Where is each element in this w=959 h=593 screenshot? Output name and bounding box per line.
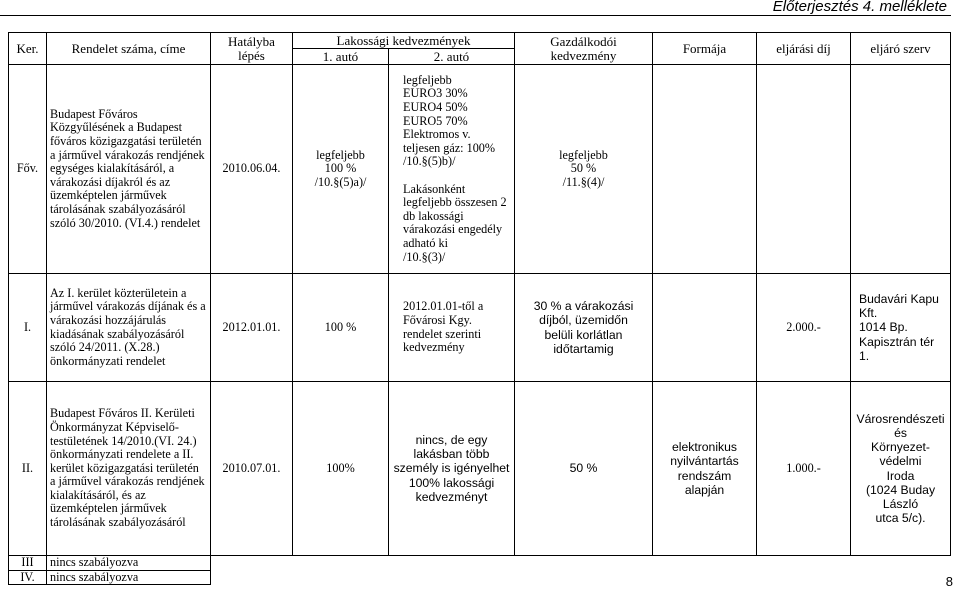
cell-ker: IV.: [9, 570, 47, 585]
cell-ker: I.: [9, 274, 47, 382]
cell-rendelet: Budapest Főváros Közgyűlésének a Budapest főváros közigazgatási területén a járművel várakozás rendjének egységes kialakításáról, a várakozási díjakról és az üzemképtelen járművek tárolásának szabályozásáról szóló 30/2010. (VI.4.) rendelet: [47, 65, 211, 274]
cell-auto2: legfeljebb EURO3 30% EURO4 50% EURO5 70% Elektromos v. teljesen gáz: 100% /10.§(5)b)/ Lakásonként legfeljebb összesen 2 db lakossági várakozási engedély adható ki /10.§(3)/: [389, 65, 515, 274]
table-row: [9, 382, 951, 556]
discount-table: [8, 32, 951, 585]
cell-auto2: 2012.01.01-től a Fővárosi Kgy. rendelet szerinti kedvezmény: [389, 274, 515, 382]
header-auto1: 1. autó: [293, 49, 389, 65]
cell-eljaro-szerv: Városrendészeti és Környezet-védelmi Iroda (1024 Buday László utca 5/c).: [851, 382, 951, 556]
header-rule: [0, 15, 951, 16]
table-row: [9, 570, 951, 585]
empty-area: [211, 556, 951, 571]
cell-auto2: nincs, de egy lakásban több személy is igényelhet 100% lakossági kedvezményt: [389, 382, 515, 556]
cell-hatalyba: 2010.07.01.: [211, 382, 293, 556]
cell-hatalyba: 2012.01.01.: [211, 274, 293, 382]
header-hatalyba: Hatályba lépés: [211, 33, 293, 65]
cell-hatalyba: 2010.06.04.: [211, 65, 293, 274]
cell-auto1: legfeljebb 100 % /10.§(5)a)/: [293, 65, 389, 274]
table-row: [9, 274, 951, 382]
cell-auto1: 100 %: [293, 274, 389, 382]
header-ker: Ker.: [9, 33, 47, 65]
cell-formaja: [653, 274, 757, 382]
empty-area: [211, 570, 951, 585]
cell-rendelet: Az I. kerület közterületein a járművel várakozás díjának és a várakozási hozzájárulás kiadásának szabályozásáról szóló 24/2011. (X.28.) önkormányzati rendelet: [47, 274, 211, 382]
table-row: [9, 65, 951, 274]
cell-gazdalkodoi: 50 %: [515, 382, 653, 556]
header-lakossagi: Lakossági kedvezmények: [293, 33, 515, 49]
cell-eljarasi-dij: 2.000.-: [757, 274, 851, 382]
cell-gazdalkodoi: legfeljebb 50 % /11.§(4)/: [515, 65, 653, 274]
cell-rendelet: nincs szabályozva: [47, 556, 211, 571]
cell-formaja: elektronikus nyilvántartás rendszám alapján: [653, 382, 757, 556]
cell-eljaro-szerv: Budavári Kapu Kft. 1014 Bp. Kapisztrán tér 1.: [851, 274, 951, 382]
page-number: 8: [945, 574, 953, 589]
cell-rendelet: nincs szabályozva: [47, 570, 211, 585]
cell-ker: Főv.: [9, 65, 47, 274]
cell-eljaro-szerv: [851, 65, 951, 274]
cell-ker: III: [9, 556, 47, 571]
header-auto2: 2. autó: [389, 49, 515, 65]
cell-auto1: 100%: [293, 382, 389, 556]
cell-rendelet: Budapest Főváros II. Kerületi Önkormányzat Képviselő-testületének 14/2010.(VI. 24.) önkormányzati rendelete a II. kerület közigazgatási területén a járművel várakozás rendjének kialakításáról, és az üzemképtelen járművek tárolásának szabályozásáról: [47, 382, 211, 556]
header-formaja: Formája: [653, 33, 757, 65]
cell-eljarasi-dij: [757, 65, 851, 274]
cell-ker: II.: [9, 382, 47, 556]
header-rendelet: Rendelet száma, címe: [47, 33, 211, 65]
table-row: [9, 556, 951, 571]
cell-eljarasi-dij: 1.000.-: [757, 382, 851, 556]
page-title: Előterjesztés 4. melléklete: [772, 0, 947, 15]
header-gazdalkodoi: Gazdálkodói kedvezmény: [515, 33, 653, 65]
header-eljaro-szerv: eljáró szerv: [851, 33, 951, 65]
cell-gazdalkodoi: 30 % a várakozási díjból, üzemidőn belüli korlátlan időtartamig: [515, 274, 653, 382]
header-eljarasi-dij: eljárási díj: [757, 33, 851, 65]
cell-formaja: [653, 65, 757, 274]
